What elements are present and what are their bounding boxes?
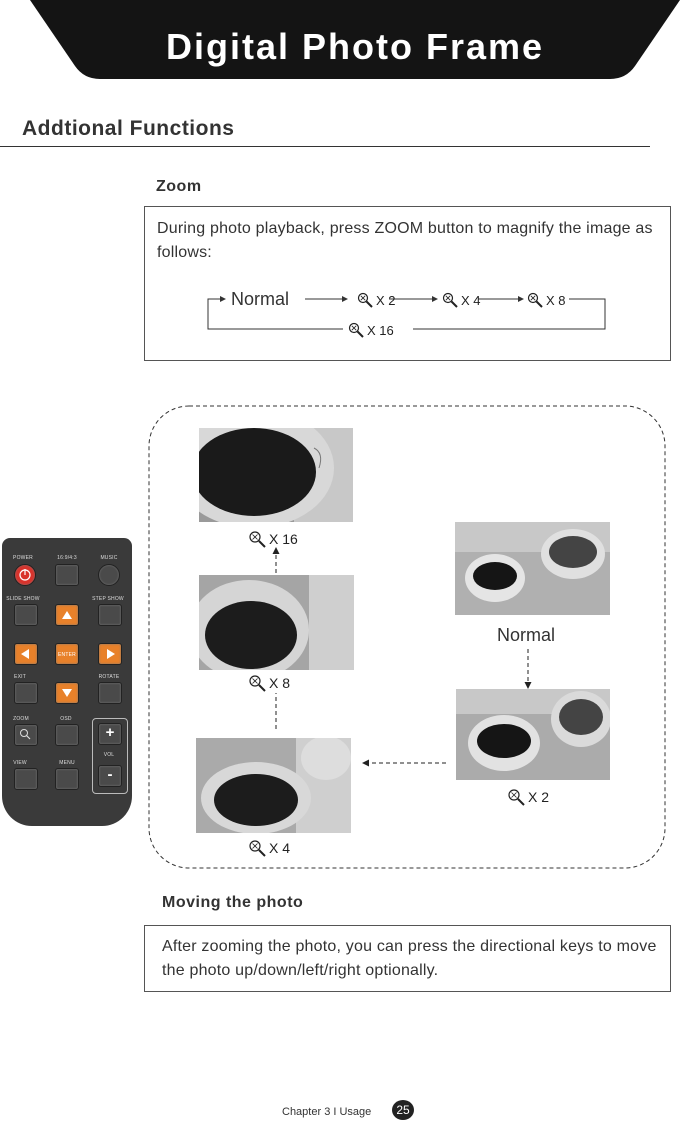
zoom-label: ZOOM (13, 716, 29, 722)
arrow-down-icon (56, 683, 78, 703)
zoom-flow-arrows (145, 207, 670, 360)
illus-normal-label: Normal (497, 625, 556, 645)
moving-description-box (144, 925, 671, 992)
magnifier-icon (527, 292, 543, 308)
exit-label: EXIT (14, 674, 26, 680)
illus-x4 (248, 839, 290, 857)
illus-x8-label: X 8 (269, 675, 291, 691)
magnifier-icon (248, 530, 266, 548)
zoom-description: During photo playback, press ZOOM button to magnify the image as follows: (157, 220, 653, 261)
illus-x16-label: X 16 (269, 531, 298, 547)
power-label: POWER (13, 555, 33, 561)
magnifier-icon (348, 322, 364, 338)
photo-x16 (199, 428, 353, 522)
illus-x8 (248, 674, 290, 692)
moving-description: After zooming the photo, you can press the directional keys to move the photo up/down/left/right optionally. (162, 938, 657, 979)
page-number-badge: 25 (392, 1100, 414, 1120)
volume-down-button[interactable] (98, 765, 122, 787)
slide-show-label: SLIDE SHOW (6, 596, 40, 602)
zoom-title: Zoom (156, 178, 202, 195)
left-button[interactable] (14, 643, 38, 665)
ratio-label: 16:9/4:3 (57, 555, 77, 561)
photo-normal (455, 522, 610, 615)
view-button[interactable] (14, 768, 38, 790)
photo-x4 (196, 738, 351, 833)
arrow-left-icon (15, 644, 37, 664)
plus-label: + (105, 724, 115, 741)
magnifier-icon (248, 674, 266, 692)
osd-label: OSD (60, 716, 72, 722)
arrow-right-icon (99, 644, 121, 664)
rotate-button[interactable] (98, 682, 122, 704)
magnifier-icon (442, 292, 458, 308)
volume-up-button[interactable] (98, 723, 122, 745)
flow-x8 (527, 292, 566, 308)
osd-button[interactable] (55, 724, 79, 746)
enter-label: ENTER (58, 652, 76, 658)
flow-x2-label: X 2 (376, 292, 396, 308)
enter-button[interactable] (55, 643, 79, 665)
flow-normal-label: Normal (231, 289, 290, 309)
illus-x2 (507, 788, 549, 806)
remote-control (2, 538, 132, 826)
volume-group (92, 718, 128, 794)
music-button[interactable] (98, 564, 120, 586)
flow-x4 (442, 292, 481, 308)
page-header-title: Digital Photo Frame (165, 26, 545, 67)
up-button[interactable] (55, 604, 79, 626)
menu-label: MENU (59, 760, 75, 766)
rotate-label: ROTATE (98, 674, 120, 680)
illus-x4-label: X 4 (269, 840, 291, 856)
ratio-button[interactable] (55, 564, 79, 586)
photo-x8 (199, 575, 354, 670)
flow-x16-label: X 16 (367, 322, 394, 338)
right-button[interactable] (98, 643, 122, 665)
flow-x8-label: X 8 (546, 292, 566, 308)
exit-button[interactable] (14, 682, 38, 704)
step-show-label: STEP SHOW (92, 596, 124, 602)
flow-x16 (348, 322, 394, 338)
magnifier-icon (15, 725, 37, 745)
step-show-button[interactable] (98, 604, 122, 626)
footer-chapter: Chapter 3 I Usage (282, 1106, 372, 1118)
section-divider (0, 146, 650, 147)
vol-label: VOL (103, 752, 115, 758)
magnifier-icon (248, 839, 266, 857)
music-label: MUSIC (100, 555, 118, 561)
view-label: VIEW (13, 760, 27, 766)
section-title: Addtional Functions (22, 117, 235, 140)
zoom-description-box (144, 206, 671, 361)
moving-title: Moving the photo (162, 894, 304, 911)
flow-x4-label: X 4 (461, 292, 481, 308)
arrow-up-icon (56, 605, 78, 625)
zoom-button[interactable] (14, 724, 38, 746)
minus-label: - (107, 766, 113, 783)
photo-x2 (456, 689, 610, 780)
power-button[interactable] (14, 564, 36, 586)
illus-x2-label: X 2 (528, 789, 550, 805)
illus-x16 (248, 530, 298, 548)
power-icon (15, 565, 35, 585)
slide-show-button[interactable] (14, 604, 38, 626)
magnifier-icon (357, 292, 373, 308)
down-button[interactable] (55, 682, 79, 704)
flow-x2 (357, 292, 396, 308)
menu-button[interactable] (55, 768, 79, 790)
magnifier-icon (507, 788, 525, 806)
